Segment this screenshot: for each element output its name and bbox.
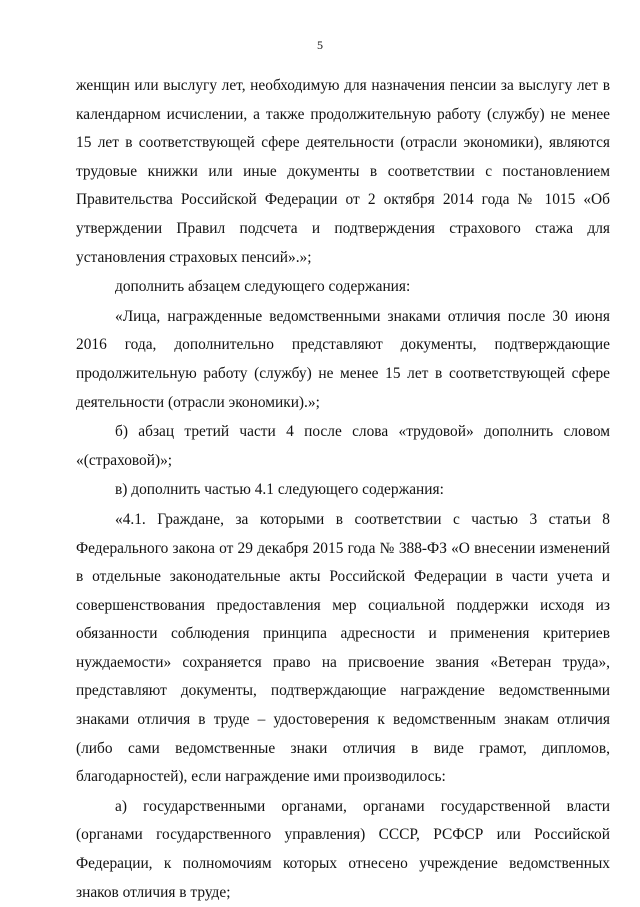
body-text xyxy=(76,72,610,907)
paragraph-item-a: а) государственными органами, органами государственной власти (органами государственного управления) СССР, РСФСР или Российской Федерации, к полномочиям которых отнесено учреждение ведомственных знаков отличия в труде; xyxy=(76,797,610,901)
paragraph-item-v: в) дополнить частью 4.1 следующего содержания: xyxy=(115,481,444,499)
page-number: 5 xyxy=(317,38,323,52)
paragraph-quoted-persons: «Лица, награжденные ведомственными знаками отличия после 30 июня 2016 года, дополнительно представляют документы, подтверждающие продолжительную работу (службу) не менее 15 лет в соответствующей сфере деятельности (отрасли экономики).»; xyxy=(76,307,610,411)
paragraph-item-b: б) абзац третий части 4 после слова «трудовой» дополнить словом «(страховой)»; xyxy=(76,423,610,469)
paragraph-add-abzac: дополнить абзацем следующего содержания: xyxy=(115,278,411,296)
paragraph-continuation: женщин или выслугу лет, необходимую для назначения пенсии за выслугу лет в календарном исчислении, а также продолжительную работу (службу) не менее 15 лет в соответствующей сфере деятельности (отрасли экономики), являются трудовые книжки или иные документы в соответствии с постановлением Правительства Российской Федерации от 2 октября 2014 года № 1015 «Об утверждении Правил подсчета и подтверждения страхового стажа для установления страховых пенсий».»; xyxy=(76,77,610,266)
paragraph-part-4-1: «4.1. Граждане, за которыми в соответствии с частью 3 статьи 8 Федерального закона от 29 декабря 2015 года № 388-ФЗ «О внесении изменений в отдельные законодательные акты Российской Федерации в части учета и совершенствования предоставления мер социальной поддержки исходя из обязанности соблюдения принципа адресности и применения критериев нуждаемости» сохраняется право на присвоение звания «Ветеран труда», представляют документы, подтверждающие награждение ведомственными знаками отличия в труде – удостоверения к ведомственным знакам отличия (либо сами ведомственные знаки отличия в виде грамот, дипломов, благодарностей), если награждение ими производилось: xyxy=(76,510,610,786)
